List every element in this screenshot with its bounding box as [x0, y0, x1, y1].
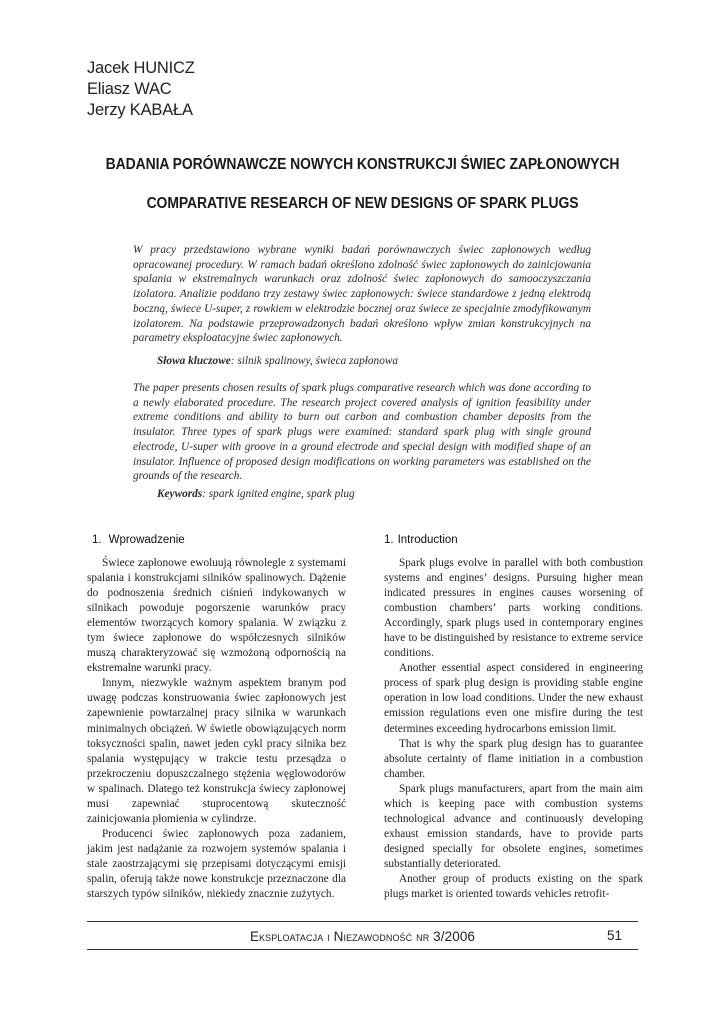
- column-english: [384, 532, 643, 902]
- keywords-label: Słowa kluczowe: [157, 355, 231, 367]
- body-paragraph: Innym, niezwykle ważnym aspektem branym pod uwagę podczas konstruowania świec zapłonowych jest zapewnienie powtarzalnej pracy silnika w warunkach minimalnych obciążeń. W świetle obowiązujących norm toksyczności spalin, nawet jeden cykl pracy silnika bez spalania występujący w trakcie testu przesądza o przekroczeniu dopuszczalnego stężenia węglowodorów w spalinach. Dlatego też konstrukcja świecy zapłonowej musi zapewniać stuprocentową skuteczność zainicjowania płomienia w cylindrze.: [87, 677, 346, 825]
- abstract-english: The paper presents chosen results of spark plugs comparative research which was done according to a newly elaborated procedure. The research project covered analysis of ignition feasibility under extreme conditions and ability to burn out carbon and combustion chamber deposits from the insulator. Three types of spark plugs were examined: standard spark plug with single ground electrode, U-super with groove in a ground electrode and special design with modified shape of an insulator. Influence of proposed design modifications on working parameters was established on the grounds of the research.: [133, 382, 591, 483]
- keywords-label: Keywords: [157, 488, 203, 500]
- abstract-polish: W pracy przedstawiono wybrane wyniki badań porównawczych świec zapłonowych według opracowanej procedury. W ramach badań określono zdolność świec zapłonowych do zainicjowania spalania w ekstremalnych warunkach oraz zdolność świec zapłonowych do samooczyszczania izolatora. Analizie poddano trzy zestawy świec zapłonowych: świece standardowe z jedną elektrodą boczną, świece U-super, z rowkiem w elektrodzie bocznej oraz świece ze specjalnie zmodyfikowanym izolatorem. Na podstawie przeprowadzonych badań określono wpływ zmian konstrukcyjnych na parametry eksploatacyjne świec zapłonowych.: [133, 244, 591, 345]
- body-paragraph: Świece zapłonowe ewoluują równolegle z systemami spalania i konstrukcjami silników spalinowych. Dążenie do podnoszenia średnich ciśnień indykowanych w silnikach powoduje pogorszenie warunków pracy elementów tworzących komory spalania. W związku z tym świece zapłonowe do współczesnych silników muszą charakteryzować się wzmożoną odpornością na ekstremalne warunki pracy.: [87, 557, 346, 675]
- title-english: COMPARATIVE RESEARCH OF NEW DESIGNS OF SPARK PLUGS: [146, 195, 579, 212]
- body-paragraph: Producenci świec zapłonowych poza zadaniem, jakim jest nadążanie za rozwojem systemów spalania i stale zaostrzającymi się przepisami dotyczącymi emisji spalin, oferują także nowe konstrukcje przeznaczone dla starszych typów silników, niekiedy znacznie zużytych.: [87, 827, 346, 901]
- author-name: Eliasz WAC: [87, 80, 172, 98]
- footer-rule-bottom: [87, 949, 638, 950]
- body-paragraph: Spark plugs manufacturers, apart from the main aim which is keeping pace with combustion systems technological advance and continuously developing exhaust emission standards, have to provide parts designed specially for obsolete engines, sometimes substantially deteriorated.: [384, 782, 643, 870]
- author-list: [87, 58, 195, 121]
- section-heading: [87, 532, 346, 548]
- author-name: Jerzy KABAŁA: [87, 101, 193, 119]
- footer-rule-top: [87, 921, 638, 922]
- keywords-english: [157, 487, 355, 502]
- section-title: Wprowadzenie: [108, 534, 185, 546]
- title-polish: BADANIA PORÓWNAWCZE NOWYCH KONSTRUKCJI ŚWIEC ZAPŁONOWYCH: [105, 156, 620, 173]
- section-title: Introduction: [397, 534, 458, 546]
- body-paragraph: That is why the spark plug design has to guarantee absolute certainty of flame initiation in a combustion chamber.: [384, 737, 643, 780]
- column-polish: [87, 532, 346, 902]
- page-number: 51: [606, 928, 622, 943]
- section-number: 1.: [92, 534, 102, 546]
- body-paragraph: Another essential aspect considered in engineering process of spark plug design is providing stable engine operation in low load conditions. Under the new exhaust emission regulations even one misfire during the test determines exceeding hydrocarbons emission limit.: [384, 662, 643, 735]
- body-paragraph: Another group of products existing on the spark plugs market is oriented towards vehicles retrofit-: [384, 872, 643, 901]
- keywords-polish: [157, 354, 398, 369]
- footer-journal-title: Eksploatacja i Niezawodność nr 3/2006: [249, 929, 476, 944]
- author-name: Jacek HUNICZ: [87, 59, 195, 77]
- keywords-text: : silnik spalinowy, świeca zapłonowa: [230, 355, 399, 367]
- section-number: 1.: [384, 534, 394, 546]
- section-heading: [384, 532, 643, 548]
- keywords-text: : spark ignited engine, spark plug: [202, 488, 355, 500]
- body-paragraph: Spark plugs evolve in parallel with both combustion systems and engines’ designs. Pursuing higher mean indicated pressures in engines causes worsening of combustion chambers’ parts working conditions. Accordingly, spark plugs used in contemporary engines have to be distinguished by resistance to extreme service conditions.: [384, 557, 643, 660]
